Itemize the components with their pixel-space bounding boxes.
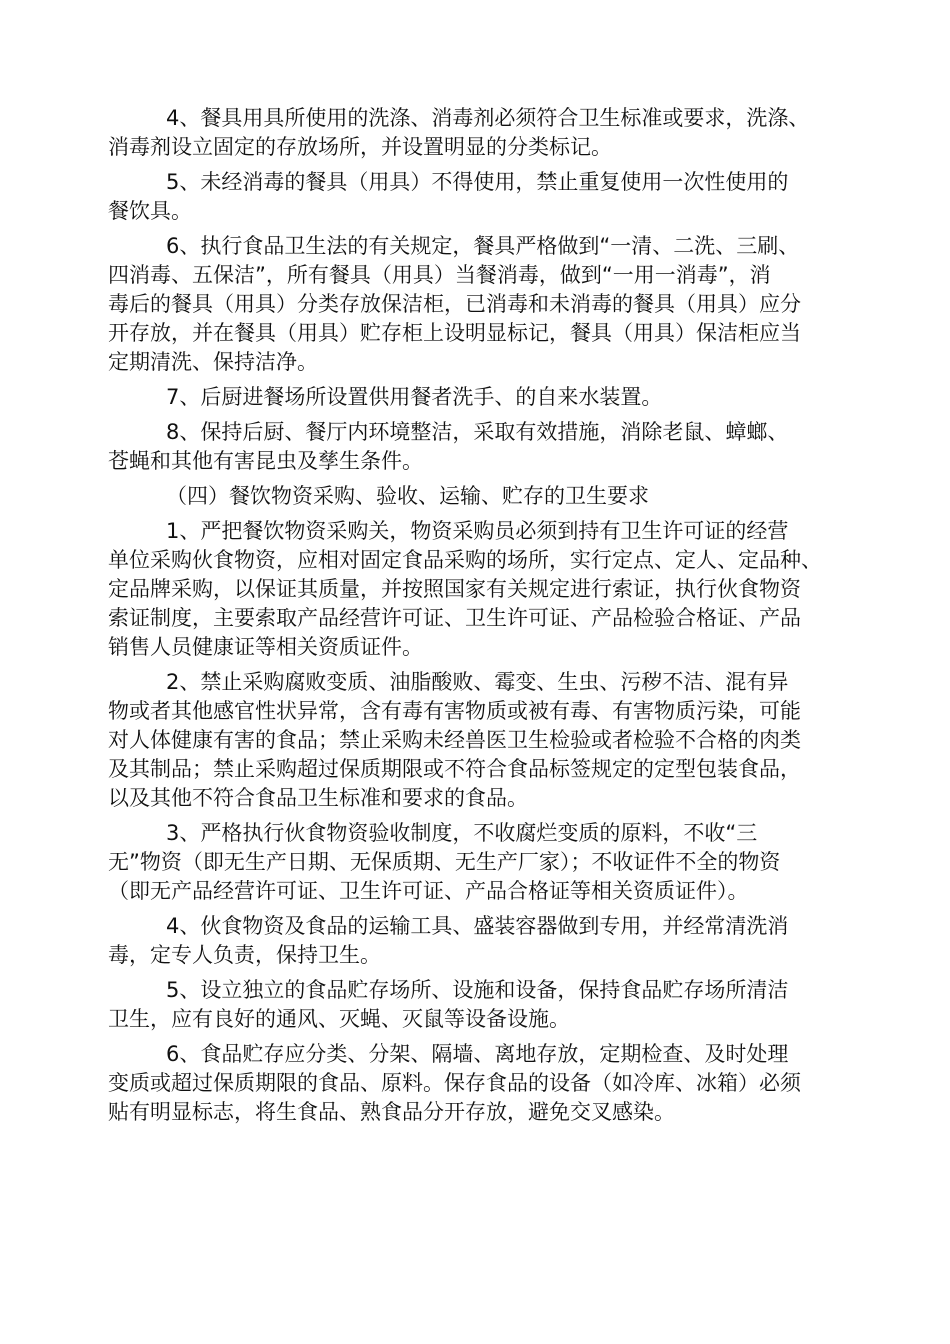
paragraph-procurement-6 — [108, 1040, 850, 1127]
paragraph-item-6 — [108, 232, 850, 377]
document-body — [108, 104, 850, 1133]
text-line: 5、未经消毒的餐具（用具）不得使用，禁止重复使用一次性使用的 — [166, 170, 789, 194]
paragraph-procurement-2 — [108, 668, 850, 813]
text-line: 8、保持后厨、餐厅内环境整洁，采取有效措施，消除老鼠、蟑螂、 — [166, 420, 789, 444]
text-line: 四消毒、五保洁”，所有餐具（用具）当餐消毒，做到“一用一消毒”，消 — [108, 263, 771, 287]
text-line: 开存放，并在餐具（用具）贮存柜上设明显标记，餐具（用具）保洁柜应当 — [108, 321, 801, 345]
text-line: （即无产品经营许可证、卫生许可证、产品合格证等相关资质证件）。 — [108, 879, 749, 903]
paragraph-item-7 — [108, 383, 850, 412]
text-line: 5、设立独立的食品贮存场所、设施和设备，保持食品贮存场所清洁 — [166, 978, 789, 1002]
text-line: 销售人员健康证等相关资质证件。 — [108, 635, 423, 659]
text-line: 对人体健康有害的食品；禁止采购未经兽医卫生检验或者检验不合格的肉类 — [108, 728, 801, 752]
paragraph-procurement-5 — [108, 976, 850, 1034]
text-line: 无”物资（即无生产日期、无保质期、无生产厂家）；不收证件不全的物资 — [108, 850, 781, 874]
text-line: 贴有明显标志，将生食品、熟食品分开存放，避免交叉感染。 — [108, 1100, 675, 1124]
text-line: 6、执行食品卫生法的有关规定，餐具严格做到“一清、二洗、三刷、 — [166, 234, 800, 258]
text-line: 以及其他不符合食品卫生标准和要求的食品。 — [108, 786, 528, 810]
paragraph-item-8 — [108, 418, 850, 476]
text-line: 定期清洗、保持洁净。 — [108, 350, 318, 374]
paragraph-procurement-3 — [108, 819, 850, 906]
text-line: 餐饮具。 — [108, 199, 192, 223]
text-line: 物或者其他感官性状异常，含有毒有害物质或被有毒、有害物质污染，可能 — [108, 699, 801, 723]
text-line: 4、伙食物资及食品的运输工具、盛装容器做到专用，并经常清洗消 — [166, 914, 789, 938]
text-line: 3、严格执行伙食物资验收制度，不收腐烂变质的原料，不收“三 — [166, 821, 758, 845]
text-line: 1、严把餐饮物资采购关，物资采购员必须到持有卫生许可证的经营 — [166, 519, 789, 543]
text-line: 4、餐具用具所使用的洗涤、消毒剂必须符合卫生标准或要求，洗涤、 — [166, 106, 810, 130]
text-line: 毒，定专人负责，保持卫生。 — [108, 943, 381, 967]
text-line: 单位采购伙食物资，应相对固定食品采购的场所，实行定点、定人、定品种、 — [108, 548, 822, 572]
text-line: 毒后的餐具（用具）分类存放保洁柜，已消毒和未消毒的餐具（用具）应分 — [108, 292, 801, 316]
paragraph-item-5 — [108, 168, 850, 226]
heading-line: （四）餐饮物资采购、验收、运输、贮存的卫生要求 — [166, 484, 649, 508]
text-line: 苍蝇和其他有害昆虫及孳生条件。 — [108, 449, 423, 473]
text-line: 及其制品；禁止采购超过保质期限或不符合食品标签规定的定型包装食品， — [108, 757, 801, 781]
text-line: 消毒剂设立固定的存放场所，并设置明显的分类标记。 — [108, 135, 612, 159]
paragraph-item-4 — [108, 104, 850, 162]
text-line: 定品牌采购，以保证其质量，并按照国家有关规定进行索证，执行伙食物资 — [108, 577, 801, 601]
text-line: 2、禁止采购腐败变质、油脂酸败、霉变、生虫、污秽不洁、混有异 — [166, 670, 789, 694]
paragraph-procurement-1 — [108, 517, 850, 662]
section-heading — [108, 482, 850, 511]
text-line: 变质或超过保质期限的食品、原料。保存食品的设备（如冷库、冰箱）必须 — [108, 1071, 801, 1095]
text-line: 索证制度，主要索取产品经营许可证、卫生许可证、产品检验合格证、产品 — [108, 606, 801, 630]
paragraph-procurement-4 — [108, 912, 850, 970]
text-line: 6、食品贮存应分类、分架、隔墙、离地存放，定期检查、及时处理 — [166, 1042, 789, 1066]
text-line: 7、后厨进餐场所设置供用餐者洗手、的自来水装置。 — [166, 385, 663, 409]
text-line: 卫生，应有良好的通风、灭蝇、灭鼠等设备设施。 — [108, 1007, 570, 1031]
